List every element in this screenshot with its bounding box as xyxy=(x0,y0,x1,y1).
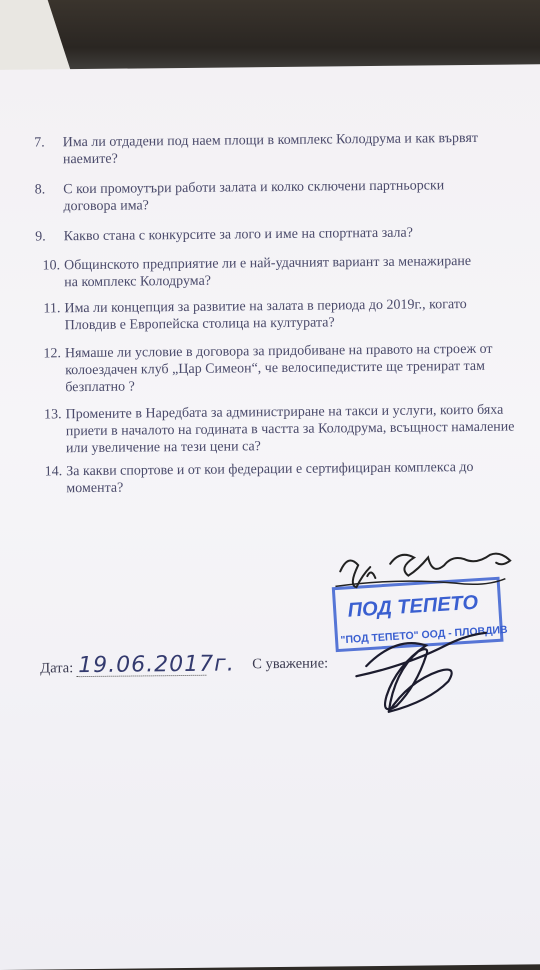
question-text: С кои промоутъри работи залата и колко сключени партньорски договора има? xyxy=(63,178,445,215)
stamp-line-2: "ПОД ТЕПЕТО" ООД - ПЛОВДИВ xyxy=(340,623,508,647)
question-text: Нямаше ли условие в договора за придобиване на правото на строеж от колоездачен клуб „Цар Симеон“, че велосипедистите ще тренират там безплатно ? xyxy=(64,341,493,396)
question-text: Какво стана с конкурсите за лого и име на спортната зала? xyxy=(63,225,414,245)
question-number: 14. xyxy=(44,464,63,480)
document-page xyxy=(0,64,540,970)
date-label: Дата: xyxy=(40,660,74,677)
question-text: Общинското предприятие ли е най-удачният вариант за менажиране на комплекс Колодрума? xyxy=(63,253,472,291)
question-text: Има ли отдадени под наем площи в комплекс Колодрума и как вървят наемите? xyxy=(62,130,479,168)
question-number: 10. xyxy=(42,258,61,274)
company-stamp xyxy=(333,578,508,651)
question-number: 7. xyxy=(34,135,45,151)
question-text: Има ли концепция за развитие на залата в периода до 2019г., когато Пловдив е Европейска столица на културата? xyxy=(64,297,467,334)
regards-label: С уважение: xyxy=(252,655,329,673)
signature-lower xyxy=(356,633,487,712)
stamp-line-1: ПОД ТЕПЕТО xyxy=(347,591,479,622)
question-number: 12. xyxy=(43,346,62,362)
handwritten-date: 19.06.2017г. xyxy=(78,651,235,679)
question-number: 8. xyxy=(34,182,46,198)
question-number: 13. xyxy=(44,407,62,423)
question-number: 11. xyxy=(43,301,61,317)
stamp-and-signature-graphic xyxy=(0,64,540,970)
question-number: 9. xyxy=(35,229,46,245)
question-text: Промените в Наредбата за администриране на такси и услуги, които бяха приети в началото на годината в частта за Колодрума, всъщност намаление или увеличение на тези цени са? xyxy=(65,402,515,457)
question-text: За какви спортове и от кои федерации е сертифициран комплекса до момента? xyxy=(66,459,474,497)
